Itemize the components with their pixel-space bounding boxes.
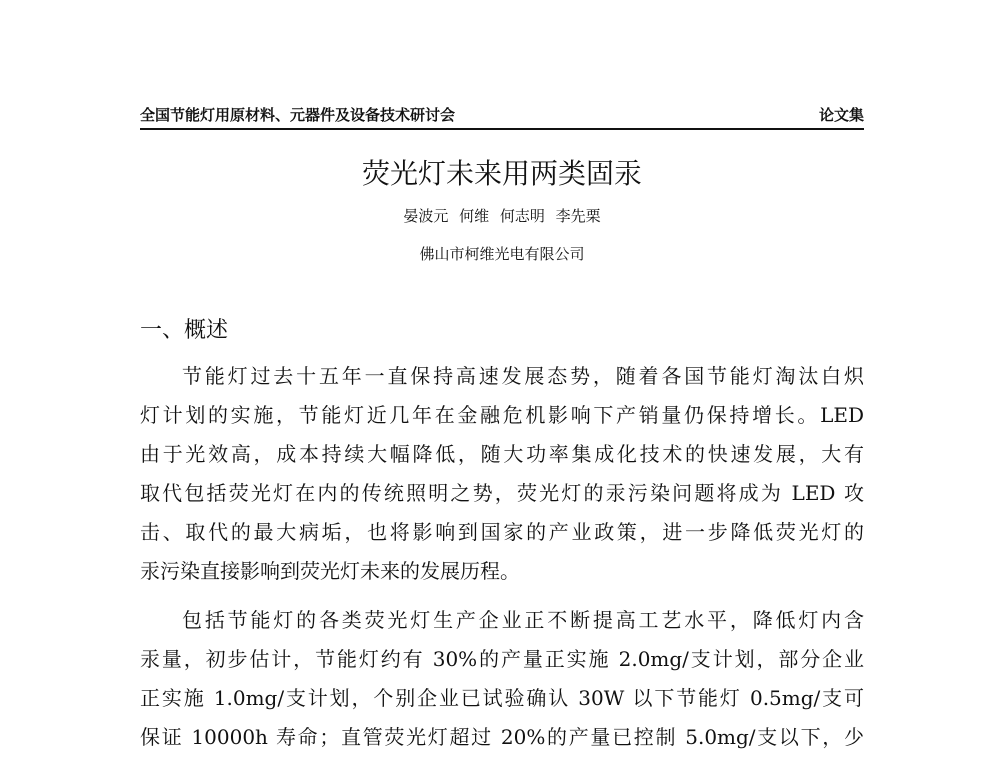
author-list: 晏波元 何维 何志明 李先栗 <box>403 207 601 225</box>
paper-title: 荧光灯未来用两类固汞 <box>361 157 642 190</box>
header-rule <box>140 128 864 130</box>
paragraph-line: 汞量，初步估计，节能灯约有 30%的产量正实施 2.0mg/支计划，部分企业 <box>140 647 864 671</box>
paragraph-line: 正实施 1.0mg/支计划，个别企业已试验确认 30W 以下节能灯 0.5mg/支可 <box>140 686 864 710</box>
conference-name: 全国节能灯用原材料、元器件及设备技术研讨会 <box>140 106 456 124</box>
paragraph-line: 保证 10000h 寿命；直管荧光灯超过 20%的产量已控制 5.0mg/支以下，少 <box>140 725 864 749</box>
author-affiliation: 佛山市柯维光电有限公司 <box>419 245 585 263</box>
paragraph-line: 灯计划的实施，节能灯近几年在金融危机影响下产销量仍保持增长。LED <box>140 403 864 427</box>
paragraph-line: 节能灯过去十五年一直保持高速发展态势，随着各国节能灯淘汰白炽 <box>182 364 864 388</box>
paragraph-line: 击、取代的最大病垢，也将影响到国家的产业政策，进一步降低荧光灯的 <box>140 520 864 544</box>
section-heading-overview: 一、概述 <box>140 318 229 343</box>
proceedings-label: 论文集 <box>818 106 864 124</box>
paragraph-line: 由于光效高，成本持续大幅降低，随大功率集成化技术的快速发展，大有 <box>140 442 864 466</box>
paragraph-line: 包括节能灯的各类荧光灯生产企业正不断提高工艺水平，降低灯内含 <box>182 608 864 632</box>
paragraph-line: 取代包括荧光灯在内的传统照明之势，荧光灯的汞污染问题将成为 LED 攻 <box>140 481 864 505</box>
running-header <box>140 103 864 127</box>
paragraph-line: 汞污染直接影响到荧光灯未来的发展历程。 <box>140 559 520 583</box>
